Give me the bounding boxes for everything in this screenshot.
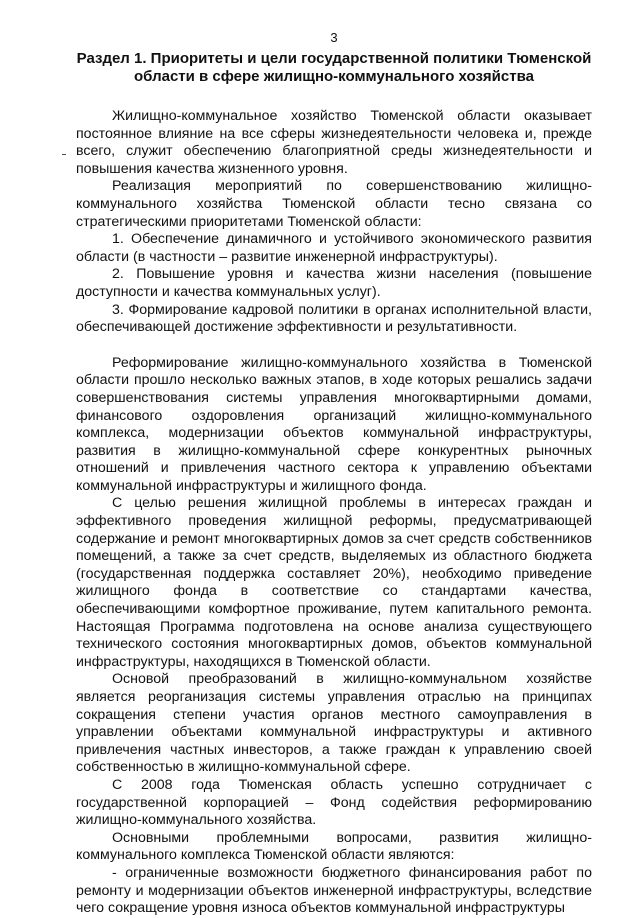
- paragraph: Основными проблемными вопросами, развития жилищно-коммунального комплекса Тюменской области являются:: [76, 829, 592, 864]
- section-heading: Раздел 1. Приоритеты и цели государственной политики Тюменской области в сфере жилищно-коммунального хозяйства: [76, 50, 592, 85]
- paragraph: Реформирование жилищно-коммунального хозяйства в Тюменской области прошло несколько важных этапов, в ходе которых решались задачи совершенствования системы управления многоквартирными домами, финансового оздоровления организаций жилищно-коммунального комплекса, модернизации объектов коммунальной инфраструктуры, развития в жилищно-коммунальной сфере конкурентных рыночных отношений и привлечения частного сектора к управлению объектами коммунальной инфраструктуры и жилищного фонда.: [76, 354, 592, 494]
- paragraph: С целью решения жилищной проблемы в интересах граждан и эффективного проведения жилищной реформы, предусматривающей содержание и ремонт многоквартирных домов за счет средств собственников помещений, а также за счет средств, выделяемых из областного бюджета (государственная поддержка составляет 20%), необходимо приведение жилищного фонда в соответствие со стандартами качества, обеспечивающими комфортное проживание, путем капитального ремонта. Настоящая Программа подготовлена на основе анализа существующего технического состояния многоквартирных домов, объектов коммунальной инфраструктуры, находящихся в Тюменской области.: [76, 495, 592, 670]
- paragraph: Реализация мероприятий по совершенствованию жилищно-коммунального хозяйства Тюменской области тесно связана со стратегическими приоритетами Тюменской области:: [76, 178, 592, 230]
- paragraph: Жилищно-коммунальное хозяйство Тюменской области оказывает постоянное влияние на все сферы жизнедеятельности человека и, прежде всего, служит обеспечению благоприятной среды жизнедеятельности и повышения качества жизненного уровня.: [76, 108, 592, 177]
- document-body: [76, 108, 592, 918]
- list-item: 1. Обеспечение динамичного и устойчивого экономического развития области (в частности – развитие инженерной инфраструктуры).: [76, 231, 592, 265]
- list-item: 3. Формирование кадровой политики в органах исполнительной власти, обеспечивающей достижение эффективности и результативности.: [76, 301, 592, 336]
- list-item: 2. Повышение уровня и качества жизни населения (повышение доступности и качества коммунальных услуг).: [76, 266, 592, 300]
- page-number: 3: [330, 30, 338, 45]
- document-page: [76, 30, 592, 918]
- list-item: - ограниченные возможности бюджетного финансирования работ по ремонту и модернизации объектов инженерной инфраструктуры, вследствие чего сокращение уровня износа объектов коммунальной инфраструктуры: [76, 864, 592, 917]
- paragraph: С 2008 года Тюменская область успешно сотрудничает с государственной корпорацией – Фонд содействия реформированию жилищно-коммунального хозяйства.: [76, 776, 592, 829]
- paragraph: Основой преобразований в жилищно-коммунальном хозяйстве является реорганизация системы управления отраслью на принципах сокращения степени участия органов местного самоуправления в управлении объектами коммунальной инфраструктуры и активного привлечения частных инвесторов, а также граждан к управлению своей собственностью в жилищно-коммунальной сфере.: [76, 671, 592, 776]
- margin-mark: [62, 154, 66, 155]
